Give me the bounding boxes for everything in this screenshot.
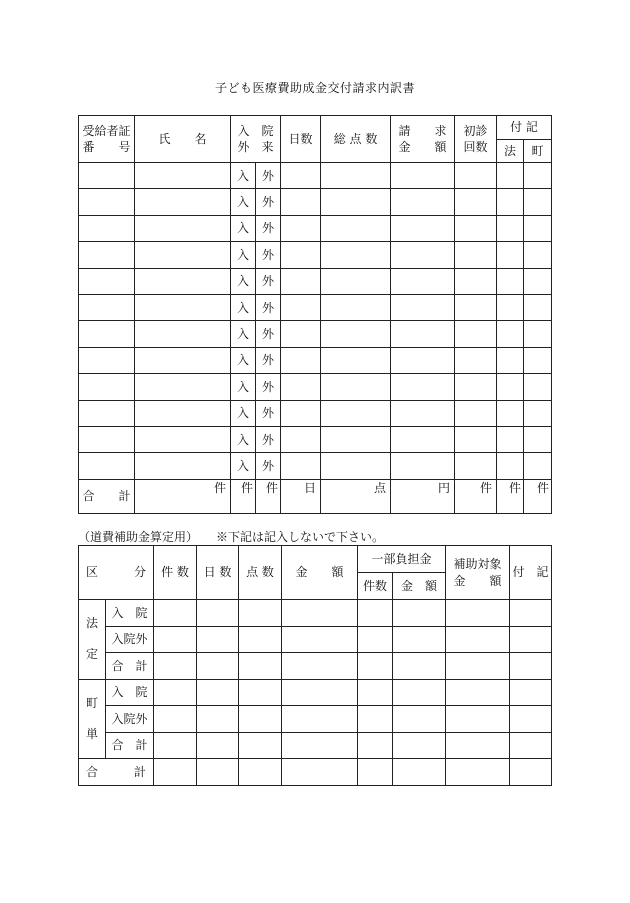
entry-cell[interactable] xyxy=(455,189,497,215)
entry-cell[interactable] xyxy=(497,242,524,268)
entry-cell[interactable] xyxy=(391,321,455,347)
entry-cell[interactable] xyxy=(281,453,321,479)
sub-cell[interactable] xyxy=(154,732,197,759)
subsidy-note: （道費補助金算定用） ※下記は記入しないで下さい。 xyxy=(78,530,385,544)
group-law-label: 法 定 xyxy=(79,600,106,680)
sub-cell[interactable] xyxy=(393,626,446,653)
total-days-unit: 日 xyxy=(281,479,321,513)
entry-cell[interactable] xyxy=(497,347,524,373)
entry-cell[interactable] xyxy=(497,374,524,400)
sub-cell[interactable] xyxy=(197,759,239,786)
entry-cell[interactable] xyxy=(281,374,321,400)
table-row xyxy=(79,268,552,294)
entry-cell[interactable] xyxy=(321,347,391,373)
sub-cell[interactable] xyxy=(358,600,393,627)
inpatient-mark[interactable]: 入 xyxy=(231,347,256,373)
sub-cell[interactable] xyxy=(154,679,197,706)
sub-cell[interactable] xyxy=(358,626,393,653)
sub-header-partial: 一部負担金 xyxy=(358,546,446,573)
sub-cell[interactable] xyxy=(239,679,282,706)
entry-cell[interactable] xyxy=(455,374,497,400)
sub-row-label: 入院外 xyxy=(106,626,154,653)
sub-row-label: 入 院 xyxy=(106,600,154,627)
entry-cell[interactable] xyxy=(455,242,497,268)
entry-cell[interactable] xyxy=(135,426,231,452)
inpatient-mark[interactable]: 入 xyxy=(231,163,256,189)
outpatient-mark[interactable]: 外 xyxy=(256,163,281,189)
entry-cell[interactable] xyxy=(321,215,391,241)
inpatient-mark[interactable]: 入 xyxy=(231,294,256,320)
entry-cell[interactable] xyxy=(135,400,231,426)
inpatient-mark[interactable]: 入 xyxy=(231,400,256,426)
entry-cell[interactable] xyxy=(524,347,552,373)
sub-cell[interactable] xyxy=(358,732,393,759)
sub-header-partial-amount: 金 額 xyxy=(393,573,446,600)
entry-cell[interactable] xyxy=(524,321,552,347)
sub-header-note: 付 記 xyxy=(510,546,552,600)
total-name-unit: 件 xyxy=(135,479,231,513)
sub-cell[interactable] xyxy=(154,759,197,786)
form-title: 子ども医療費助成金交付請求内訳書 xyxy=(214,81,415,95)
sub-row-label: 合 計 xyxy=(106,653,154,680)
entry-cell[interactable] xyxy=(321,294,391,320)
sub-cell[interactable] xyxy=(446,653,510,680)
total-in-unit: 件 xyxy=(231,479,256,513)
entry-cell[interactable] xyxy=(524,163,552,189)
table-row xyxy=(79,453,552,479)
inpatient-mark[interactable]: 入 xyxy=(231,374,256,400)
entry-cell[interactable] xyxy=(497,189,524,215)
entry-cell[interactable] xyxy=(455,347,497,373)
entry-cell[interactable] xyxy=(281,163,321,189)
entry-cell[interactable] xyxy=(79,400,135,426)
entry-cell[interactable] xyxy=(524,215,552,241)
sub-cell[interactable] xyxy=(282,732,358,759)
table-row xyxy=(79,215,552,241)
entry-cell[interactable] xyxy=(79,163,135,189)
claim-detail-table xyxy=(78,115,552,514)
sub-cell[interactable] xyxy=(282,653,358,680)
table-row xyxy=(79,374,552,400)
entry-cell[interactable] xyxy=(391,426,455,452)
header-total-points: 総 点 数 xyxy=(321,116,391,163)
sub-cell[interactable] xyxy=(510,706,552,733)
sub-cell[interactable] xyxy=(446,626,510,653)
sub-cell[interactable] xyxy=(446,706,510,733)
sub-cell[interactable] xyxy=(197,732,239,759)
table-row xyxy=(79,400,552,426)
sub-header-subsidy: 補助対象 金 額 xyxy=(446,546,510,600)
entry-cell[interactable] xyxy=(79,268,135,294)
table-row xyxy=(79,163,552,189)
sub-grand-total-label: 合 計 xyxy=(79,759,154,786)
entry-cell[interactable] xyxy=(281,242,321,268)
entry-cell[interactable] xyxy=(79,189,135,215)
entry-cell[interactable] xyxy=(135,453,231,479)
sub-cell[interactable] xyxy=(446,732,510,759)
sub-row-label: 合 計 xyxy=(106,732,154,759)
sub-cell[interactable] xyxy=(446,600,510,627)
entry-cell[interactable] xyxy=(321,321,391,347)
sub-cell[interactable] xyxy=(510,759,552,786)
entry-cell[interactable] xyxy=(281,294,321,320)
entry-cell[interactable] xyxy=(135,294,231,320)
sub-cell[interactable] xyxy=(282,706,358,733)
table-row xyxy=(79,426,552,452)
entry-cell[interactable] xyxy=(79,242,135,268)
inpatient-mark[interactable]: 入 xyxy=(231,426,256,452)
outpatient-mark[interactable]: 外 xyxy=(256,268,281,294)
sub-cell[interactable] xyxy=(358,759,393,786)
entry-cell[interactable] xyxy=(524,268,552,294)
entry-cell[interactable] xyxy=(497,453,524,479)
outpatient-mark[interactable]: 外 xyxy=(256,374,281,400)
entry-cell[interactable] xyxy=(524,400,552,426)
outpatient-mark[interactable]: 外 xyxy=(256,294,281,320)
sub-cell[interactable] xyxy=(282,759,358,786)
entry-cell[interactable] xyxy=(455,453,497,479)
entry-cell[interactable] xyxy=(321,163,391,189)
entry-cell[interactable] xyxy=(391,189,455,215)
header-in-out: 入 院 外 来 xyxy=(231,116,281,163)
entry-cell[interactable] xyxy=(321,400,391,426)
header-name: 氏 名 xyxy=(135,116,231,163)
sub-row-label: 入院外 xyxy=(106,706,154,733)
sub-cell[interactable] xyxy=(358,679,393,706)
entry-cell[interactable] xyxy=(524,453,552,479)
header-note-town: 町 xyxy=(524,140,552,163)
entry-cell[interactable] xyxy=(135,242,231,268)
total-first-unit: 件 xyxy=(455,479,497,513)
entry-cell[interactable] xyxy=(391,400,455,426)
subsidy-calc-table xyxy=(78,545,552,786)
total-law-unit: 件 xyxy=(497,479,524,513)
total-label: 合 計 xyxy=(79,479,135,513)
sub-cell[interactable] xyxy=(282,626,358,653)
table-row xyxy=(79,653,552,680)
inpatient-mark[interactable]: 入 xyxy=(231,242,256,268)
sub-cell[interactable] xyxy=(510,679,552,706)
entry-cell[interactable] xyxy=(281,268,321,294)
sub-cell[interactable] xyxy=(510,653,552,680)
entry-cell[interactable] xyxy=(455,426,497,452)
sub-cell[interactable] xyxy=(358,706,393,733)
entry-cell[interactable] xyxy=(79,321,135,347)
sub-cell[interactable] xyxy=(393,600,446,627)
sub-cell[interactable] xyxy=(393,679,446,706)
sub-cell[interactable] xyxy=(446,679,510,706)
outpatient-mark[interactable]: 外 xyxy=(256,242,281,268)
sub-cell[interactable] xyxy=(393,732,446,759)
outpatient-mark[interactable]: 外 xyxy=(256,453,281,479)
entry-cell[interactable] xyxy=(391,294,455,320)
entry-cell[interactable] xyxy=(321,453,391,479)
entry-cell[interactable] xyxy=(79,215,135,241)
header-note: 付 記 xyxy=(497,116,552,140)
entry-cell[interactable] xyxy=(455,294,497,320)
header-claim-amount: 請 求 金 額 xyxy=(391,116,455,163)
header-note-law: 法 xyxy=(497,140,524,163)
table-row xyxy=(79,732,552,759)
sub-cell[interactable] xyxy=(154,600,197,627)
sub-header-days: 日 数 xyxy=(197,546,239,600)
table-row xyxy=(79,679,552,706)
entry-cell[interactable] xyxy=(455,215,497,241)
sub-cell[interactable] xyxy=(197,706,239,733)
total-out-unit: 件 xyxy=(256,479,281,513)
sub-cell[interactable] xyxy=(154,626,197,653)
table-row xyxy=(79,347,552,373)
entry-cell[interactable] xyxy=(391,242,455,268)
table-row xyxy=(79,600,552,627)
entry-cell[interactable] xyxy=(455,400,497,426)
entry-cell[interactable] xyxy=(391,347,455,373)
sub-cell[interactable] xyxy=(197,600,239,627)
entry-cell[interactable] xyxy=(497,215,524,241)
entry-cell[interactable] xyxy=(321,426,391,452)
entry-cell[interactable] xyxy=(135,374,231,400)
sub-cell[interactable] xyxy=(510,600,552,627)
entry-cell[interactable] xyxy=(455,163,497,189)
sub-cell[interactable] xyxy=(239,626,282,653)
total-amount-unit: 円 xyxy=(391,479,455,513)
sub-cell[interactable] xyxy=(239,759,282,786)
entry-cell[interactable] xyxy=(524,294,552,320)
entry-cell[interactable] xyxy=(135,268,231,294)
group-town-label: 町 単 xyxy=(79,679,106,759)
header-first-visit: 初診 回数 xyxy=(455,116,497,163)
inpatient-mark[interactable]: 入 xyxy=(231,189,256,215)
inpatient-mark[interactable]: 入 xyxy=(231,268,256,294)
entry-cell[interactable] xyxy=(79,374,135,400)
entry-cell[interactable] xyxy=(135,347,231,373)
entry-cell[interactable] xyxy=(135,163,231,189)
sub-header-count: 件 数 xyxy=(154,546,197,600)
entry-cell[interactable] xyxy=(391,453,455,479)
entry-cell[interactable] xyxy=(281,347,321,373)
entry-cell[interactable] xyxy=(321,374,391,400)
outpatient-mark[interactable]: 外 xyxy=(256,321,281,347)
table-row xyxy=(79,626,552,653)
entry-cell[interactable] xyxy=(524,426,552,452)
sub-cell[interactable] xyxy=(358,653,393,680)
entry-cell[interactable] xyxy=(281,400,321,426)
header-recipient-no: 受給者証 番 号 xyxy=(79,116,135,163)
sub-cell[interactable] xyxy=(239,600,282,627)
inpatient-mark[interactable]: 入 xyxy=(231,321,256,347)
entry-cell[interactable] xyxy=(391,268,455,294)
table-row xyxy=(79,706,552,733)
entry-cell[interactable] xyxy=(497,321,524,347)
sub-header-points: 点 数 xyxy=(239,546,282,600)
sub-cell[interactable] xyxy=(282,600,358,627)
sub-cell[interactable] xyxy=(239,732,282,759)
sub-header-amount: 金 額 xyxy=(282,546,358,600)
sub-cell[interactable] xyxy=(282,679,358,706)
entry-cell[interactable] xyxy=(497,294,524,320)
sub-cell[interactable] xyxy=(239,653,282,680)
sub-cell[interactable] xyxy=(510,732,552,759)
entry-cell[interactable] xyxy=(79,453,135,479)
header-days: 日数 xyxy=(281,116,321,163)
sub-cell[interactable] xyxy=(154,653,197,680)
sub-header-partial-count: 件数 xyxy=(358,573,393,600)
table-row xyxy=(79,189,552,215)
entry-cell[interactable] xyxy=(497,400,524,426)
sub-cell[interactable] xyxy=(393,653,446,680)
entry-cell[interactable] xyxy=(524,242,552,268)
entry-cell[interactable] xyxy=(281,321,321,347)
entry-cell[interactable] xyxy=(135,189,231,215)
inpatient-mark[interactable]: 入 xyxy=(231,453,256,479)
sub-cell[interactable] xyxy=(197,679,239,706)
outpatient-mark[interactable]: 外 xyxy=(256,215,281,241)
entry-cell[interactable] xyxy=(135,215,231,241)
sub-cell[interactable] xyxy=(154,706,197,733)
entry-cell[interactable] xyxy=(321,242,391,268)
entry-cell[interactable] xyxy=(281,426,321,452)
outpatient-mark[interactable]: 外 xyxy=(256,400,281,426)
entry-cell[interactable] xyxy=(391,163,455,189)
entry-cell[interactable] xyxy=(281,215,321,241)
entry-cell[interactable] xyxy=(497,426,524,452)
entry-cell[interactable] xyxy=(524,189,552,215)
total-points-unit: 点 xyxy=(321,479,391,513)
sub-row-label: 入 院 xyxy=(106,679,154,706)
total-town-unit: 件 xyxy=(524,479,552,513)
sub-cell[interactable] xyxy=(197,653,239,680)
entry-cell[interactable] xyxy=(135,321,231,347)
table-row xyxy=(79,321,552,347)
outpatient-mark[interactable]: 外 xyxy=(256,189,281,215)
entry-cell[interactable] xyxy=(455,321,497,347)
sub-header-category: 区 分 xyxy=(79,546,154,600)
sub-cell[interactable] xyxy=(393,759,446,786)
entry-cell[interactable] xyxy=(321,268,391,294)
sub-cell[interactable] xyxy=(393,706,446,733)
entry-cell[interactable] xyxy=(497,268,524,294)
entry-cell[interactable] xyxy=(391,215,455,241)
entry-cell[interactable] xyxy=(79,426,135,452)
entry-cell[interactable] xyxy=(524,374,552,400)
outpatient-mark[interactable]: 外 xyxy=(256,347,281,373)
table-row xyxy=(79,294,552,320)
outpatient-mark[interactable]: 外 xyxy=(256,426,281,452)
sub-cell[interactable] xyxy=(446,759,510,786)
entry-cell[interactable] xyxy=(79,347,135,373)
entry-cell[interactable] xyxy=(455,268,497,294)
inpatient-mark[interactable]: 入 xyxy=(231,215,256,241)
table-row xyxy=(79,242,552,268)
entry-cell[interactable] xyxy=(79,294,135,320)
sub-cell[interactable] xyxy=(510,626,552,653)
entry-cell[interactable] xyxy=(321,189,391,215)
entry-cell[interactable] xyxy=(391,374,455,400)
entry-cell[interactable] xyxy=(281,189,321,215)
sub-cell[interactable] xyxy=(239,706,282,733)
entry-cell[interactable] xyxy=(497,163,524,189)
sub-cell[interactable] xyxy=(197,626,239,653)
